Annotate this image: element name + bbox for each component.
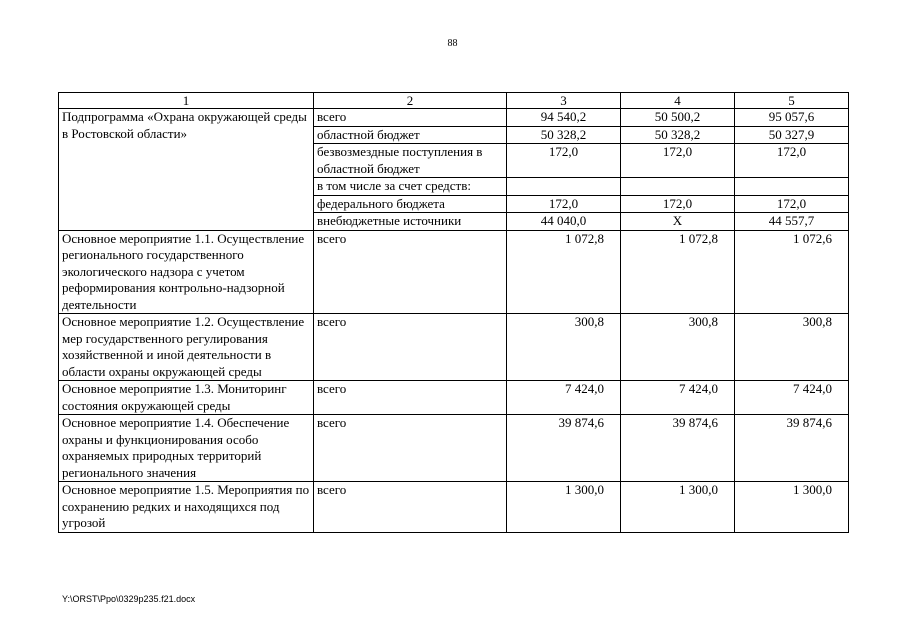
activity-name: Основное мероприятие 1.1. Осуществление регионального государственного экологического надзора с учетом реформирования контрольно-надзорной деятельности <box>59 230 314 314</box>
funding-source: внебюджетные источники <box>314 213 507 231</box>
value-cell: 39 874,6 <box>507 415 621 482</box>
value-cell <box>621 178 735 196</box>
value-cell: 172,0 <box>621 195 735 213</box>
value-cell: 39 874,6 <box>621 415 735 482</box>
value-cell: 50 500,2 <box>621 109 735 127</box>
value-cell: 300,8 <box>621 314 735 381</box>
column-header: 1 <box>59 93 314 109</box>
column-header: 5 <box>735 93 849 109</box>
value-cell: 1 072,6 <box>735 230 849 314</box>
activity-name: Основное мероприятие 1.5. Мероприятия по сохранению редких и находящихся под угрозой <box>59 482 314 533</box>
value-cell: 1 300,0 <box>735 482 849 533</box>
funding-source: федерального бюджета <box>314 195 507 213</box>
value-cell <box>507 178 621 196</box>
value-cell: 172,0 <box>735 144 849 178</box>
footer-file-path: Y:\ORST\Ppo\0329p235.f21.docx <box>62 594 196 604</box>
value-cell: 50 328,2 <box>507 126 621 144</box>
value-cell: 7 424,0 <box>507 381 621 415</box>
table-row <box>59 230 849 314</box>
funding-source: безвозмездные поступления в областной бюджет <box>314 144 507 178</box>
table-row <box>59 415 849 482</box>
funding-source: всего <box>314 482 507 533</box>
value-cell: 95 057,6 <box>735 109 849 127</box>
table-row <box>59 109 849 127</box>
budget-table <box>58 92 849 533</box>
value-cell: 1 072,8 <box>507 230 621 314</box>
column-header: 3 <box>507 93 621 109</box>
value-cell <box>735 178 849 196</box>
activity-name: Основное мероприятие 1.4. Обеспечение охраны и функционирования особо охраняемых природных территорий регионального значения <box>59 415 314 482</box>
table-row <box>59 482 849 533</box>
value-cell: 50 327,9 <box>735 126 849 144</box>
value-cell: 300,8 <box>507 314 621 381</box>
column-header: 2 <box>314 93 507 109</box>
value-cell: 44 557,7 <box>735 213 849 231</box>
table-header-row <box>59 93 849 109</box>
value-cell: 172,0 <box>507 195 621 213</box>
value-cell: Х <box>621 213 735 231</box>
table-row <box>59 381 849 415</box>
value-cell: 1 300,0 <box>507 482 621 533</box>
value-cell: 172,0 <box>621 144 735 178</box>
funding-source: всего <box>314 415 507 482</box>
activity-name: Основное мероприятие 1.2. Осуществление мер государственного регулирования хозяйственной и иной деятельности в области охраны окружающей среды <box>59 314 314 381</box>
value-cell: 94 540,2 <box>507 109 621 127</box>
value-cell: 39 874,6 <box>735 415 849 482</box>
value-cell: 1 300,0 <box>621 482 735 533</box>
value-cell: 7 424,0 <box>735 381 849 415</box>
activity-name: Основное мероприятие 1.3. Мониторинг состояния окружающей среды <box>59 381 314 415</box>
funding-source: всего <box>314 381 507 415</box>
value-cell: 50 328,2 <box>621 126 735 144</box>
funding-source: в том числе за счет средств: <box>314 178 507 196</box>
value-cell: 44 040,0 <box>507 213 621 231</box>
funding-source: областной бюджет <box>314 126 507 144</box>
column-header: 4 <box>621 93 735 109</box>
funding-source: всего <box>314 314 507 381</box>
value-cell: 1 072,8 <box>621 230 735 314</box>
value-cell: 300,8 <box>735 314 849 381</box>
value-cell: 7 424,0 <box>621 381 735 415</box>
page-number: 88 <box>447 38 458 49</box>
value-cell: 172,0 <box>507 144 621 178</box>
table-row <box>59 314 849 381</box>
funding-source: всего <box>314 230 507 314</box>
subprogram-name: Подпрограмма «Охрана окружающей среды в Ростовской области» <box>59 109 314 231</box>
funding-source: всего <box>314 109 507 127</box>
value-cell: 172,0 <box>735 195 849 213</box>
